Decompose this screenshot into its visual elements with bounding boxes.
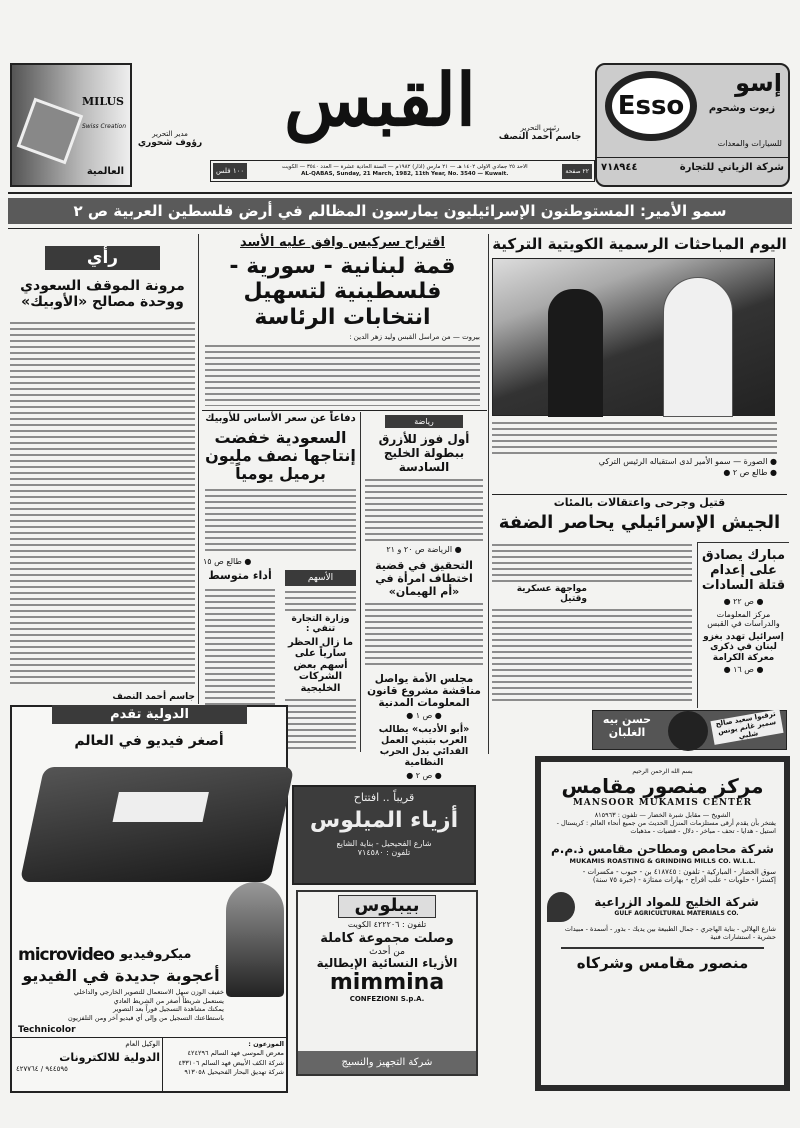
talks-caption: ● الصورة — سمو الأمير لدى استقباله الرئيس التركي (598, 457, 777, 466)
technicolor-logo: Technicolor (18, 1025, 76, 1035)
agri-title: شركة الخليج للمواد الزراعية (594, 895, 759, 910)
oil-ref: ● طالع ص ١٥ (203, 557, 252, 566)
milus-dealer: العالمية (86, 166, 124, 177)
lead-dateline: بيروت — من مراسل القبس وليد زهر الدين : (349, 332, 480, 341)
trade-kicker: وزارة التجارة تنفي : (291, 614, 350, 635)
stocks-label: الأسهم (285, 570, 356, 586)
investigation-headline: التحقيق في قضية اختطاف امرأة في «أم الهيمان» (375, 559, 473, 598)
esso-logo: Esso (605, 71, 697, 141)
mill-desc: سوق الخضار - المباركية - تلفون : ٤١٨٧٤٥ بن - حبوب - مكسرات - إكسترا - حلويات - علب أفراح - بهارات ممتازة - (خبرة ٧٥ سنة) (582, 867, 776, 884)
mansoor-desc: يفتخر بأن يقدم أرقى مستلزمات المنزل الحديث من جميع أنحاء العالم : كريستال - استيل - هدايا - تحف - مباخر - دلال - فضيات - مذهبات (556, 819, 776, 835)
talks-ref: ● طالع ص ٢ ● (723, 468, 777, 477)
opinion-label: رأي (45, 246, 160, 270)
opinion-byline: جاسم أحمد النصف (112, 692, 195, 702)
byblos-line1: وصلت مجموعة كاملة (320, 930, 454, 946)
oil-story (203, 413, 358, 566)
mubarak-ref: ● ص ٢٢ ● (723, 596, 764, 606)
abu-adib-ref: ● ص ٢ ● (406, 771, 442, 780)
talks-caption-block (492, 457, 777, 492)
mimmina-logo: mimmina (329, 969, 445, 995)
talks-photo (492, 258, 775, 416)
editor-in-chief: رئيس التحرير جاسم أحمد النصف (498, 124, 582, 142)
fashion-address: شارع الفحيحيل - بناية الشايع (336, 839, 432, 849)
sports-ref: ● الرياضة ص ٢٠ و ٢١ (386, 545, 462, 555)
distributors: الموزعون : معرض الموسى فهد السالم ٤٢٤٢٩٦ شركة الكف الأبيض فهد السالم ٤٣٣١٠٦ شركة تهديق البحار الفحيحيل ٩١٣٠٥٨ (178, 1040, 284, 1077)
sub-column-b (365, 415, 483, 780)
video-headline: أعجوبة جديدة في الفيديو (22, 965, 220, 985)
fashion-title: أزياء الميلوس (309, 808, 459, 833)
westbank-kicker: قتيل وجرحى واعتقالات بالمئات (553, 496, 726, 509)
center-text: مركز المعلومات والدراسات في القبس (707, 609, 780, 628)
basmala: بسم الله الرحمن الرحيم (632, 768, 693, 775)
mill-title: شركة محامص ومطاحن مقامس ذ.م.م (551, 842, 774, 856)
esso-line1: زيوت وشحوم (708, 103, 776, 114)
microvideo-ar: ميكروفيديو (119, 947, 192, 963)
esso-title: إسو (735, 69, 782, 97)
dateline-box (210, 160, 595, 182)
byblos-line3: الأزياء النسائية الإيطالية (316, 955, 458, 970)
mansoor-title-en: MANSOOR MUKAMIS CENTER (572, 798, 753, 808)
leaf-logo-icon (547, 892, 575, 922)
video-recorder-image (20, 767, 294, 882)
assembly-headline: مجلس الأمة يواصل مناقشة مشروع قانون المعلومات المدنية (367, 673, 481, 710)
video-features: خفيف الوزن سهل الاستعمال للتصوير الخارجي والداخلي يستعمل شريطاً أصغر من الشريط العادي يمكنك مشاهدة التسجيل فوراً بعد التصوير باستطاعتك التسجيل من وإلى أي فيديو آخر ومن التلفزيون (68, 987, 224, 1023)
film-title: حسن بيه الغلبان (602, 713, 652, 739)
mansoor-footer: منصور مقامس وشركاه (576, 953, 749, 972)
talks-headline: اليوم المباحثات الرسمية الكويتية التركية (492, 235, 787, 253)
milus-ad (10, 63, 132, 187)
fashion-top: قريباً .. افتتاح (353, 791, 415, 804)
general-agent: الوكيل العام الدولية للالكترونات ٩٤٤٥٩٥ / ٤٢٧٧٦٤ (16, 1040, 160, 1074)
film-ad (592, 710, 787, 750)
microvideo-ad (10, 705, 288, 1093)
agri-title-en: GULF AGRICULTURAL MATERIALS CO. (614, 910, 739, 918)
fashion-ad (292, 785, 476, 885)
mansoor-title: مركز منصور مقامس (561, 774, 764, 798)
byblos-footer: شركة التجهيز والنسيج (298, 1051, 476, 1074)
price-badge: ١٠٠ فلس (213, 163, 247, 179)
byblos-line2: من أحدث (369, 946, 405, 957)
assembly-ref: ● ص ١ ● (406, 711, 442, 721)
face-image (668, 711, 708, 751)
westbank-headline: الجيش الإسرائيلي يحاصر الضفة (498, 512, 781, 533)
esso-ad (595, 63, 790, 187)
film-stars: ترقبوا سعيد صالح سمير غانم يونس شلبي (710, 709, 783, 745)
fashion-phone: تلفون : ٧١٤٥٨٠ (357, 848, 411, 858)
photo-figure-left (548, 289, 603, 417)
lead-headline: قمة لبنانية - سورية - فلسطينية لتسهيل انتخابات الرئاسة (229, 253, 456, 330)
oil-kicker: دفاعاً عن سعر الأساس للأوبيك (205, 413, 356, 424)
video-company: الدولية تقدم (52, 705, 247, 724)
esso-line2: للسيارات والمعدات (717, 139, 782, 148)
oil-headline: السعودية خفضت إنتاجها نصف مليون برميل يومياً (205, 427, 356, 484)
opinion-title: مرونة الموقف السعودي ووحدة مصالح «الأوبيك» (20, 278, 185, 311)
byblos-brand: بيبلوس (338, 895, 436, 918)
milus-brand: MILUS (82, 95, 124, 108)
woman-camera-image (226, 882, 284, 997)
sports-label: رياضة (385, 415, 463, 428)
dateline-ar: الأحد ٢٥ جمادي الأولى ١٤٠٢ هـ — ٢١ مارس (آذار) ١٩٨٢م — السنة الحادية عشرة — العدد ٣٥٤٠ — الكويت (281, 163, 528, 170)
lead-story (200, 236, 485, 406)
mimmina-sub: CONFEZIONI S.p.A. (349, 994, 425, 1003)
center-ref: ● ص ١٦ ● (723, 664, 764, 674)
video-text-block (18, 887, 224, 1035)
mubarak-box (697, 542, 789, 708)
opinion-column (10, 234, 195, 702)
lead-kicker: اقتراح سركيس وافق عليه الأسد (240, 235, 445, 250)
byblos-phone: تلفون : ٤٢٢٢٠٦ الكويت (347, 919, 427, 929)
byblos-ad (296, 890, 478, 1076)
photo-figure-right (663, 277, 733, 417)
banner-headline: سمو الأمير: المستوطنون الإسرائيليون يمارسون المظالم في أرض فلسطين العربية ص ٢ (8, 198, 792, 224)
trade-headline: ما زال الحظر سارياً على أسهم بعض الشركات الخليجية (287, 636, 354, 694)
dateline-en: AL-QABAS, Sunday, 21 March, 1982, 11th Year, No. 3540 — Kuwait. (301, 171, 509, 177)
pages-badge: ٢٢ صفحة (562, 164, 592, 179)
westbank-sub: مواجهة عسكرية وقتيل (516, 584, 587, 605)
mansoor-address: الشويخ — مقابل شبرة الخضار — تلفون : ٨١٥٩٦٣ (594, 811, 731, 819)
milus-sub: Swiss Creation (81, 123, 126, 130)
watch-image (17, 98, 84, 165)
microvideo-logo: microvideo (18, 944, 114, 965)
abu-adib-headline: «أبو الأديب» يطالب العرب بتبني العمل الفدائي بدل الحرب النظامية (378, 724, 470, 769)
video-tagline: أصغر فيديو في العالم (74, 733, 224, 749)
sports-headline: أول فوز للأزرق ببطولة الخليج السادسة (378, 432, 470, 474)
managing-editor: مدير التحرير رؤوف شحوري (137, 130, 203, 148)
trade-story (283, 570, 358, 750)
esso-company: شركة الزياني للتجارة ٧١٨٩٤٤ (601, 162, 784, 173)
newspaper-logo: القبس (284, 57, 476, 142)
stocks-title: أداء متوسط (208, 569, 272, 582)
mansoor-ad (535, 756, 790, 1091)
mubarak-headline: مبارك يصادق على إعدام قتلة السادات (701, 548, 786, 593)
agri-desc: شارع الهلالي - بناية الهاجري - جمال الطبيعة بين يديك - بذور - أسمدة - مبيدات حشرية - استشارات فنية (564, 924, 776, 941)
center-headline: إسرائيل تهدد بغزو لبنان في ذكرى معركة الكرامة (703, 631, 784, 663)
mill-title-en: MUKAMIS ROASTING & GRINDING MILLS CO. W.L.L. (569, 856, 756, 865)
